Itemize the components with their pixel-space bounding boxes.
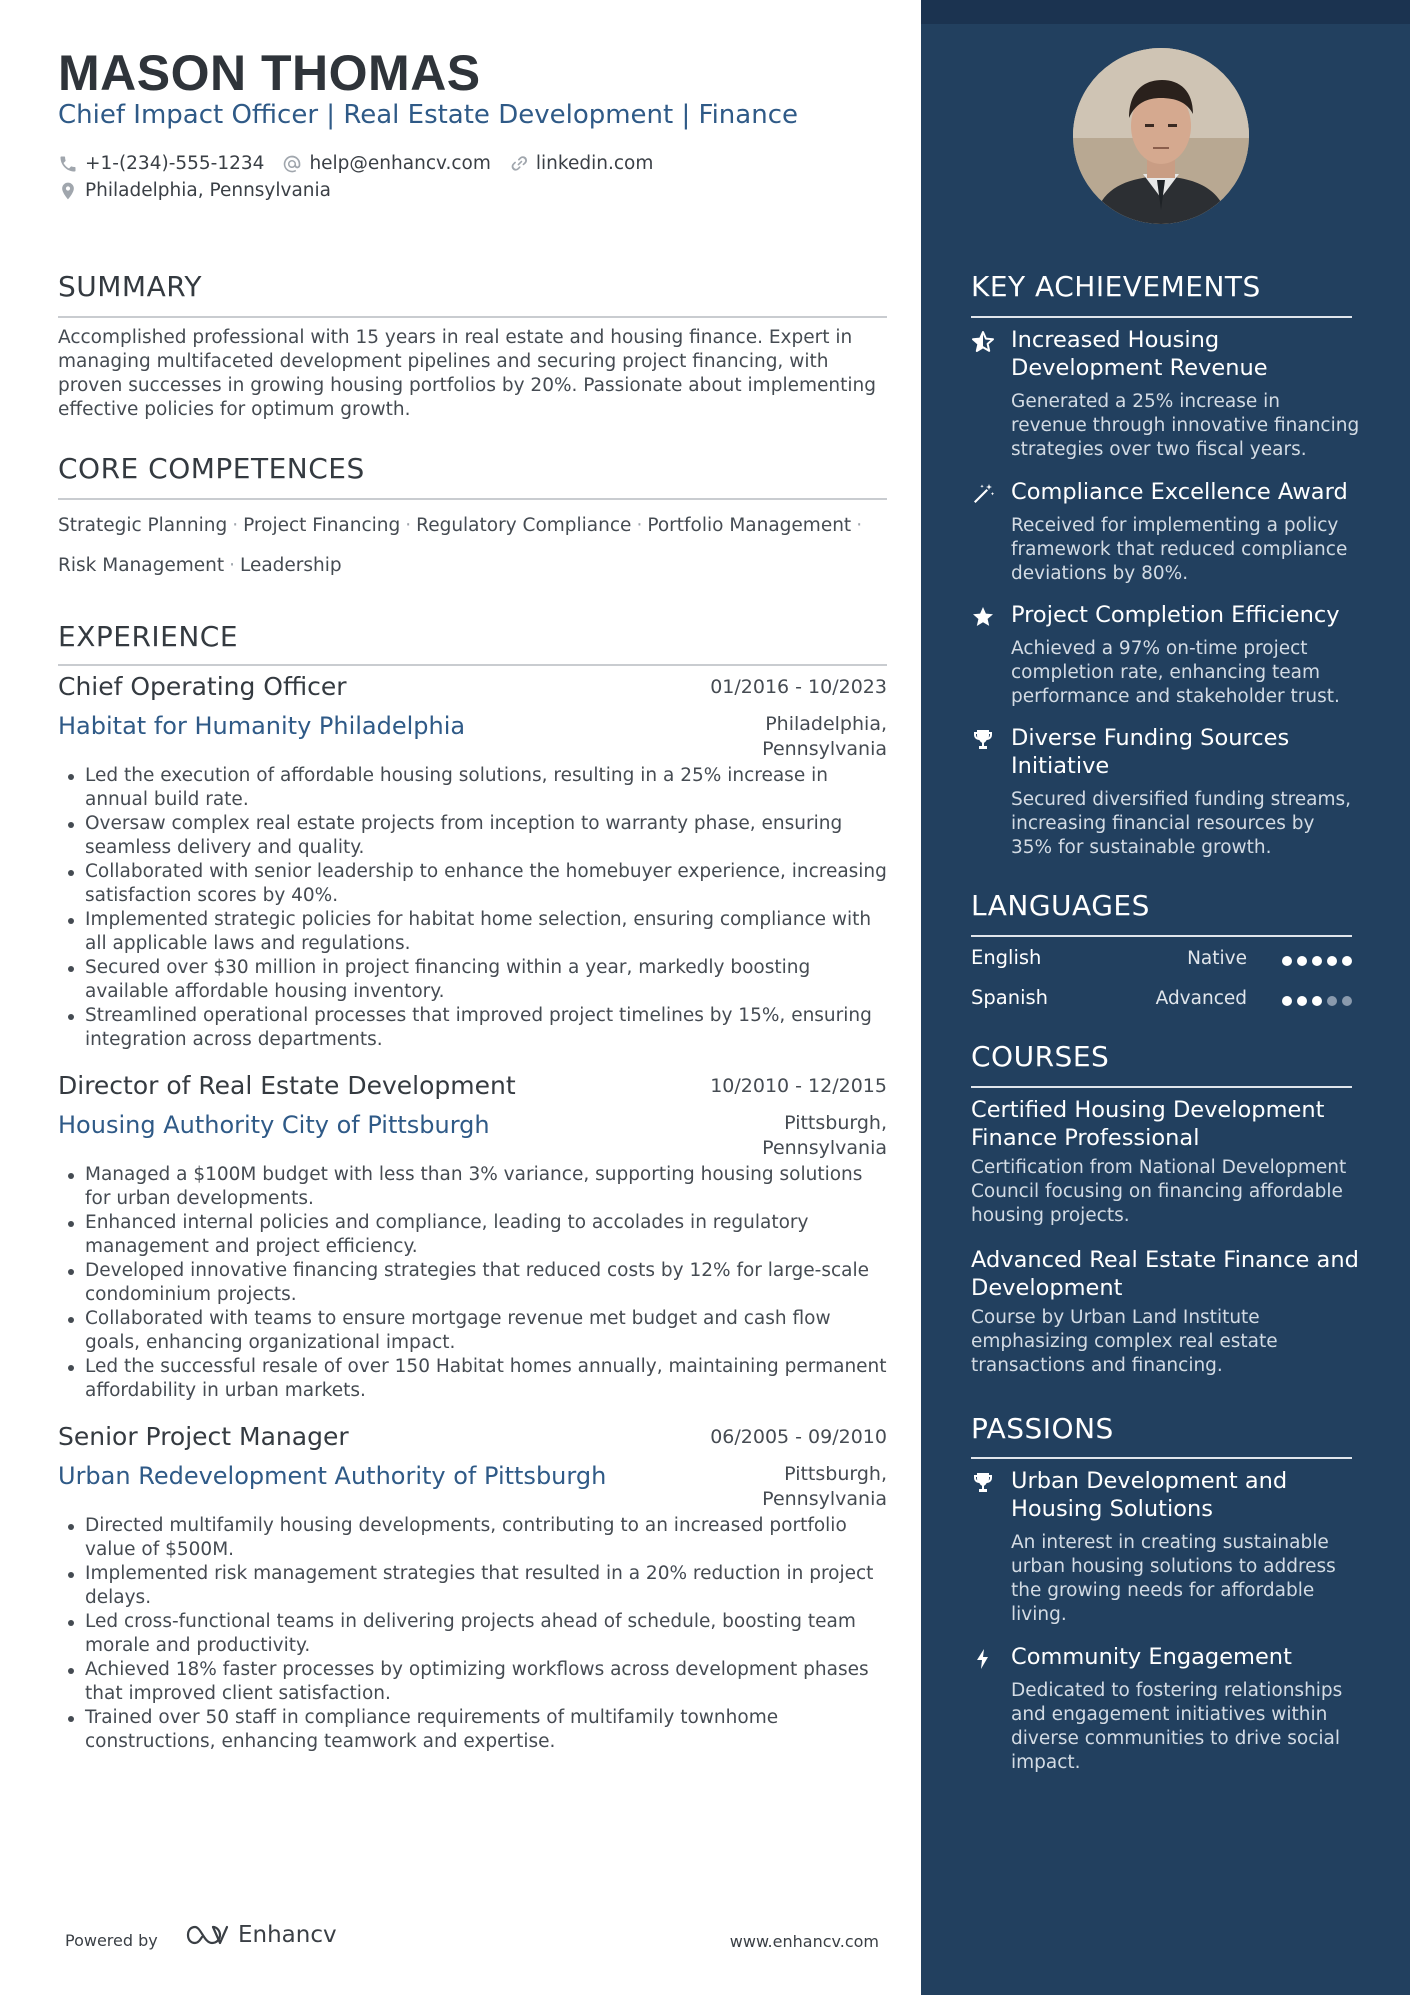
job-bullet: Led the successful resale of over 150 Habitat homes annually, maintaining permanent affordability in urban markets. (58, 1355, 887, 1403)
competences-list (58, 506, 890, 586)
courses-heading: COURSES (971, 1040, 1110, 1073)
job-location (727, 712, 887, 762)
star-icon (971, 605, 995, 629)
rating-dot (1327, 956, 1337, 966)
trophy-icon (971, 728, 995, 752)
experience-divider (58, 664, 887, 666)
summary-divider (58, 316, 887, 318)
competence-item: Leadership (239, 555, 342, 576)
email-contact[interactable] (282, 153, 490, 174)
job-location-city: Pittsburgh, (784, 1112, 887, 1134)
at-icon (282, 154, 302, 174)
avatar-portrait-icon (1073, 48, 1249, 224)
competence-separator: · (636, 515, 643, 536)
achievement-desc: Achieved a 97% on-time project completion rate, enhancing team performance and stakeholder trust. (1011, 638, 1340, 707)
rating-dot (1312, 996, 1322, 1006)
achievements-divider (971, 316, 1352, 318)
experience-heading: EXPERIENCE (58, 620, 239, 653)
competence-separator: · (229, 555, 235, 576)
contact-info (58, 150, 671, 204)
email-text: help@enhancv.com (309, 153, 491, 174)
passion-desc: Dedicated to fostering relationships and engagement initiatives within diverse communities to drive social impact. (1011, 1680, 1343, 1773)
course-item (971, 1246, 1361, 1378)
languages-heading: LANGUAGES (971, 889, 1150, 922)
job-dates: 01/2016 - 10/2023 (710, 676, 887, 698)
job-location (727, 1111, 887, 1161)
achievement-title: Compliance Excellence Award (1011, 479, 1348, 505)
link-icon (509, 154, 529, 174)
job-bullet: Led the execution of affordable housing solutions, resulting in a 25% increase in annual build rate. (58, 764, 887, 812)
rating-dot (1282, 996, 1292, 1006)
course-title: Advanced Real Estate Finance and Development (971, 1247, 1359, 1301)
job-bullet: Streamlined operational processes that improved project timelines by 15%, ensuring integration across departments. (58, 1004, 887, 1052)
headline: Chief Impact Officer | Real Estate Development | Finance (58, 100, 798, 130)
passions-divider (971, 1457, 1352, 1459)
competence-separator: · (405, 515, 412, 536)
star-outline-icon (971, 330, 995, 354)
achievement-title: Increased Housing Development Revenue (1011, 327, 1268, 381)
language-rating (1277, 996, 1352, 1006)
linkedin-contact[interactable] (509, 153, 653, 174)
lightning-icon (971, 1647, 995, 1671)
job-bullet: Implemented risk management strategies that resulted in a 20% reduction in project delays. (58, 1562, 887, 1610)
job-bullet: Implemented strategic policies for habitat home selection, ensuring compliance with all applicable laws and regulations. (58, 908, 887, 956)
competence-separator: · (856, 515, 863, 536)
passion-title: Community Engagement (1011, 1644, 1292, 1670)
job-bullet: Managed a $100M budget with less than 3% variance, supporting housing solutions for urban developments. (58, 1163, 887, 1211)
achievement-desc: Received for implementing a policy framework that reduced compliance deviations by 80%. (1011, 515, 1348, 584)
job-company: Urban Redevelopment Authority of Pittsburgh (58, 1462, 607, 1490)
job-bullet: Trained over 50 staff in compliance requirements of multifamily townhome constructions, enhancing teamwork and expertise. (58, 1706, 887, 1754)
location-contact (58, 180, 331, 201)
job-bullet: Achieved 18% faster processes by optimizing workflows across development phases that improved client satisfaction. (58, 1658, 887, 1706)
job-location-city: Philadelphia, (765, 713, 887, 735)
job-bullets (58, 764, 887, 1052)
passion-title: Urban Development and Housing Solutions (1011, 1468, 1288, 1522)
rating-dot (1297, 996, 1307, 1006)
job-dates: 06/2005 - 09/2010 (710, 1426, 887, 1448)
job-bullets (58, 1163, 887, 1403)
language-rating (1277, 956, 1352, 966)
job-title: Chief Operating Officer (58, 672, 347, 701)
job-bullet: Developed innovative financing strategies that reduced costs by 12% for large-scale condominium projects. (58, 1259, 887, 1307)
course-desc: Certification from National Development Council focusing on financing affordable housing projects. (971, 1157, 1347, 1226)
job-bullet: Oversaw complex real estate projects from inception to warranty phase, ensuring seamless delivery and quality. (58, 812, 887, 860)
course-desc: Course by Urban Land Institute emphasizing complex real estate transactions and financing. (971, 1307, 1278, 1376)
job-location-state: Pennsylvania (762, 1137, 887, 1159)
competence-item: Project Financing (243, 515, 401, 536)
sidebar-top-band (921, 0, 1410, 24)
language-level: Native (1187, 948, 1247, 969)
job-bullet: Directed multifamily housing developments, contributing to an increased portfolio value of $500M. (58, 1514, 887, 1562)
brand-name: Enhancv (238, 1922, 337, 1948)
sidebar (921, 0, 1410, 1995)
competence-item: Strategic Planning (58, 515, 228, 536)
trophy-icon (971, 1471, 995, 1495)
job-bullets (58, 1514, 887, 1754)
summary-text: Accomplished professional with 15 years in real estate and housing finance. Expert in managing multifaceted development pipelines and securing project financing, with proven successes in growing housing portfolios by 20%. Passionate about implementing effective policies for optimum growth. (58, 327, 876, 420)
passion-desc: An interest in creating sustainable urban housing solutions to address the growing needs for affordable living. (1011, 1532, 1336, 1625)
linkedin-text: linkedin.com (535, 153, 654, 174)
courses-divider (971, 1086, 1352, 1088)
rating-dot (1327, 996, 1337, 1006)
job-bullet: Collaborated with teams to ensure mortgage revenue met budget and cash flow goals, enhancing organizational impact. (58, 1307, 887, 1355)
location-pin-icon (58, 181, 78, 201)
job-bullet: Secured over $30 million in project financing within a year, markedly boosting available affordable housing inventory. (58, 956, 887, 1004)
achievement-title: Diverse Funding Sources Initiative (1011, 725, 1290, 779)
phone-contact[interactable] (58, 153, 264, 174)
languages-divider (971, 935, 1352, 937)
enhancv-logo-icon (184, 1922, 230, 1948)
candidate-name: MASON THOMAS (58, 45, 481, 101)
achievement-desc: Secured diversified funding streams, increasing financial resources by 35% for sustainable growth. (1011, 789, 1352, 858)
competence-item: Regulatory Compliance (416, 515, 632, 536)
competence-separator: · (232, 515, 239, 536)
language-row (971, 946, 1352, 976)
language-name: Spanish (971, 986, 1049, 1009)
achievements-heading: KEY ACHIEVEMENTS (971, 270, 1261, 303)
location-text: Philadelphia, Pennsylvania (85, 180, 332, 201)
job-location (727, 1462, 887, 1512)
job-location-state: Pennsylvania (762, 1488, 887, 1510)
profile-photo (1073, 48, 1249, 224)
job-dates: 10/2010 - 12/2015 (710, 1075, 887, 1097)
phone-icon (58, 154, 78, 174)
job-location-city: Pittsburgh, (784, 1463, 887, 1485)
language-level: Advanced (1155, 988, 1247, 1009)
job-title: Senior Project Manager (58, 1422, 349, 1451)
rating-dot (1342, 996, 1352, 1006)
job-company: Housing Authority City of Pittsburgh (58, 1111, 490, 1139)
job-company: Habitat for Humanity Philadelphia (58, 712, 466, 740)
rating-dot (1312, 956, 1322, 966)
summary-heading: SUMMARY (58, 270, 203, 303)
job-bullet: Enhanced internal policies and compliance, leading to accolades in regulatory management and project efficiency. (58, 1211, 887, 1259)
rating-dot (1297, 956, 1307, 966)
magic-wand-icon (971, 482, 995, 506)
language-row (971, 986, 1352, 1016)
competence-item: Risk Management (58, 555, 225, 576)
achievement-title: Project Completion Efficiency (1011, 602, 1340, 628)
phone-text: +1-(234)-555-1234 (85, 153, 265, 174)
rating-dot (1282, 956, 1292, 966)
job-title: Director of Real Estate Development (58, 1071, 516, 1100)
competences-divider (58, 498, 887, 500)
achievement-desc: Generated a 25% increase in revenue through innovative financing strategies over two fiscal years. (1011, 391, 1360, 460)
enhancv-logo[interactable] (184, 1922, 337, 1948)
job-bullet: Led cross-functional teams in delivering projects ahead of schedule, boosting team morale and productivity. (58, 1610, 887, 1658)
course-item (971, 1096, 1361, 1228)
rating-dot (1342, 956, 1352, 966)
job-location-state: Pennsylvania (762, 738, 887, 760)
website-link[interactable]: www.enhancv.com (729, 1932, 879, 1951)
job-bullet: Collaborated with senior leadership to enhance the homebuyer experience, increasing satisfaction scores by 40%. (58, 860, 887, 908)
passions-heading: PASSIONS (971, 1412, 1114, 1445)
powered-by-label: Powered by (65, 1931, 158, 1950)
competences-heading: CORE COMPETENCES (58, 452, 365, 485)
language-name: English (971, 946, 1042, 969)
competence-item: Portfolio Management (647, 515, 852, 536)
course-title: Certified Housing Development Finance Professional (971, 1097, 1325, 1151)
